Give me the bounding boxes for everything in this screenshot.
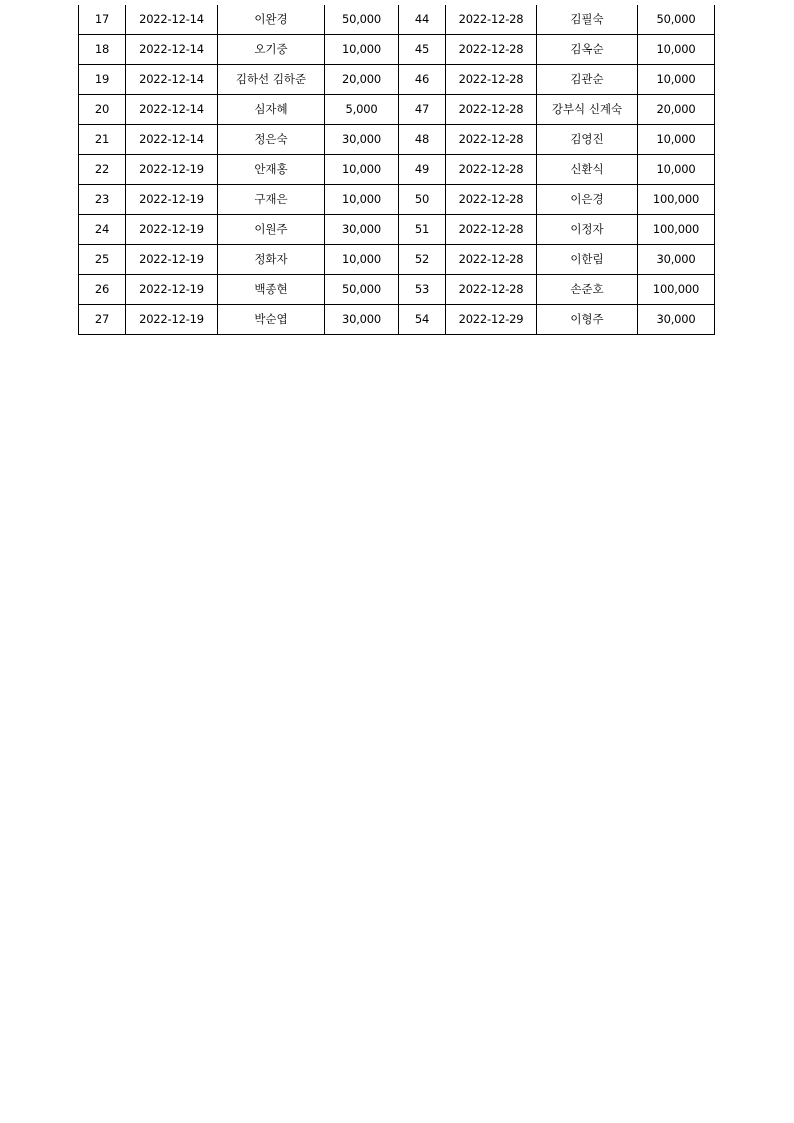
donor-name-cell: 이형주	[537, 305, 638, 335]
table-body	[79, 5, 715, 335]
row-number-cell: 22	[79, 155, 126, 185]
row-number-cell: 20	[79, 95, 126, 125]
date-cell: 2022-12-28	[446, 35, 537, 65]
table-row	[79, 245, 715, 275]
row-number-cell: 21	[79, 125, 126, 155]
donor-name-cell: 정은숙	[218, 125, 325, 155]
row-number-cell: 24	[79, 215, 126, 245]
donor-name-cell: 김필숙	[537, 5, 638, 35]
amount-cell: 5,000	[325, 95, 399, 125]
row-number-cell: 51	[399, 215, 446, 245]
amount-cell: 20,000	[325, 65, 399, 95]
donor-name-cell: 이은경	[537, 185, 638, 215]
date-cell: 2022-12-28	[446, 65, 537, 95]
row-number-cell: 50	[399, 185, 446, 215]
date-cell: 2022-12-28	[446, 95, 537, 125]
row-number-cell: 47	[399, 95, 446, 125]
donor-name-cell: 김관순	[537, 65, 638, 95]
donor-name-cell: 박순엽	[218, 305, 325, 335]
donor-name-cell: 심자혜	[218, 95, 325, 125]
amount-cell: 10,000	[638, 65, 715, 95]
amount-cell: 50,000	[638, 5, 715, 35]
date-cell: 2022-12-28	[446, 245, 537, 275]
row-number-cell: 17	[79, 5, 126, 35]
row-number-cell: 18	[79, 35, 126, 65]
table-row	[79, 305, 715, 335]
amount-cell: 50,000	[325, 5, 399, 35]
date-cell: 2022-12-28	[446, 125, 537, 155]
table-row	[79, 35, 715, 65]
table-row	[79, 215, 715, 245]
table-row	[79, 155, 715, 185]
amount-cell: 10,000	[325, 185, 399, 215]
amount-cell: 10,000	[638, 125, 715, 155]
row-number-cell: 44	[399, 5, 446, 35]
amount-cell: 30,000	[325, 215, 399, 245]
donor-name-cell: 이한림	[537, 245, 638, 275]
row-number-cell: 48	[399, 125, 446, 155]
date-cell: 2022-12-19	[126, 305, 218, 335]
donor-name-cell: 이원주	[218, 215, 325, 245]
amount-cell: 30,000	[638, 305, 715, 335]
amount-cell: 10,000	[638, 35, 715, 65]
row-number-cell: 49	[399, 155, 446, 185]
amount-cell: 20,000	[638, 95, 715, 125]
row-number-cell: 26	[79, 275, 126, 305]
date-cell: 2022-12-28	[446, 185, 537, 215]
row-number-cell: 45	[399, 35, 446, 65]
amount-cell: 100,000	[638, 215, 715, 245]
date-cell: 2022-12-19	[126, 185, 218, 215]
date-cell: 2022-12-14	[126, 95, 218, 125]
table-row	[79, 65, 715, 95]
date-cell: 2022-12-14	[126, 35, 218, 65]
row-number-cell: 23	[79, 185, 126, 215]
donor-name-cell: 김영진	[537, 125, 638, 155]
donor-name-cell: 오기중	[218, 35, 325, 65]
date-cell: 2022-12-19	[126, 245, 218, 275]
date-cell: 2022-12-14	[126, 65, 218, 95]
row-number-cell: 53	[399, 275, 446, 305]
amount-cell: 100,000	[638, 185, 715, 215]
amount-cell: 10,000	[325, 245, 399, 275]
amount-cell: 10,000	[325, 155, 399, 185]
donor-name-cell: 이정자	[537, 215, 638, 245]
table-row	[79, 275, 715, 305]
amount-cell: 10,000	[325, 35, 399, 65]
row-number-cell: 46	[399, 65, 446, 95]
row-number-cell: 52	[399, 245, 446, 275]
donor-name-cell: 손준호	[537, 275, 638, 305]
row-number-cell: 25	[79, 245, 126, 275]
date-cell: 2022-12-28	[446, 155, 537, 185]
donor-name-cell: 강부식 신계숙	[537, 95, 638, 125]
date-cell: 2022-12-28	[446, 5, 537, 35]
amount-cell: 30,000	[638, 245, 715, 275]
donor-name-cell: 김옥순	[537, 35, 638, 65]
donor-name-cell: 백종현	[218, 275, 325, 305]
donor-name-cell: 안재홍	[218, 155, 325, 185]
table-row	[79, 185, 715, 215]
table-row	[79, 125, 715, 155]
date-cell: 2022-12-28	[446, 275, 537, 305]
amount-cell: 30,000	[325, 305, 399, 335]
amount-cell: 10,000	[638, 155, 715, 185]
date-cell: 2022-12-29	[446, 305, 537, 335]
date-cell: 2022-12-19	[126, 215, 218, 245]
date-cell: 2022-12-14	[126, 5, 218, 35]
donor-name-cell: 김하선 김하준	[218, 65, 325, 95]
donor-name-cell: 이완경	[218, 5, 325, 35]
donor-name-cell: 신환식	[537, 155, 638, 185]
row-number-cell: 19	[79, 65, 126, 95]
date-cell: 2022-12-19	[126, 155, 218, 185]
date-cell: 2022-12-28	[446, 215, 537, 245]
donor-name-cell: 정화자	[218, 245, 325, 275]
date-cell: 2022-12-14	[126, 125, 218, 155]
donor-name-cell: 구재은	[218, 185, 325, 215]
row-number-cell: 27	[79, 305, 126, 335]
donation-table	[78, 5, 715, 335]
row-number-cell: 54	[399, 305, 446, 335]
amount-cell: 30,000	[325, 125, 399, 155]
amount-cell: 50,000	[325, 275, 399, 305]
date-cell: 2022-12-19	[126, 275, 218, 305]
table-row	[79, 5, 715, 35]
table-row	[79, 95, 715, 125]
amount-cell: 100,000	[638, 275, 715, 305]
